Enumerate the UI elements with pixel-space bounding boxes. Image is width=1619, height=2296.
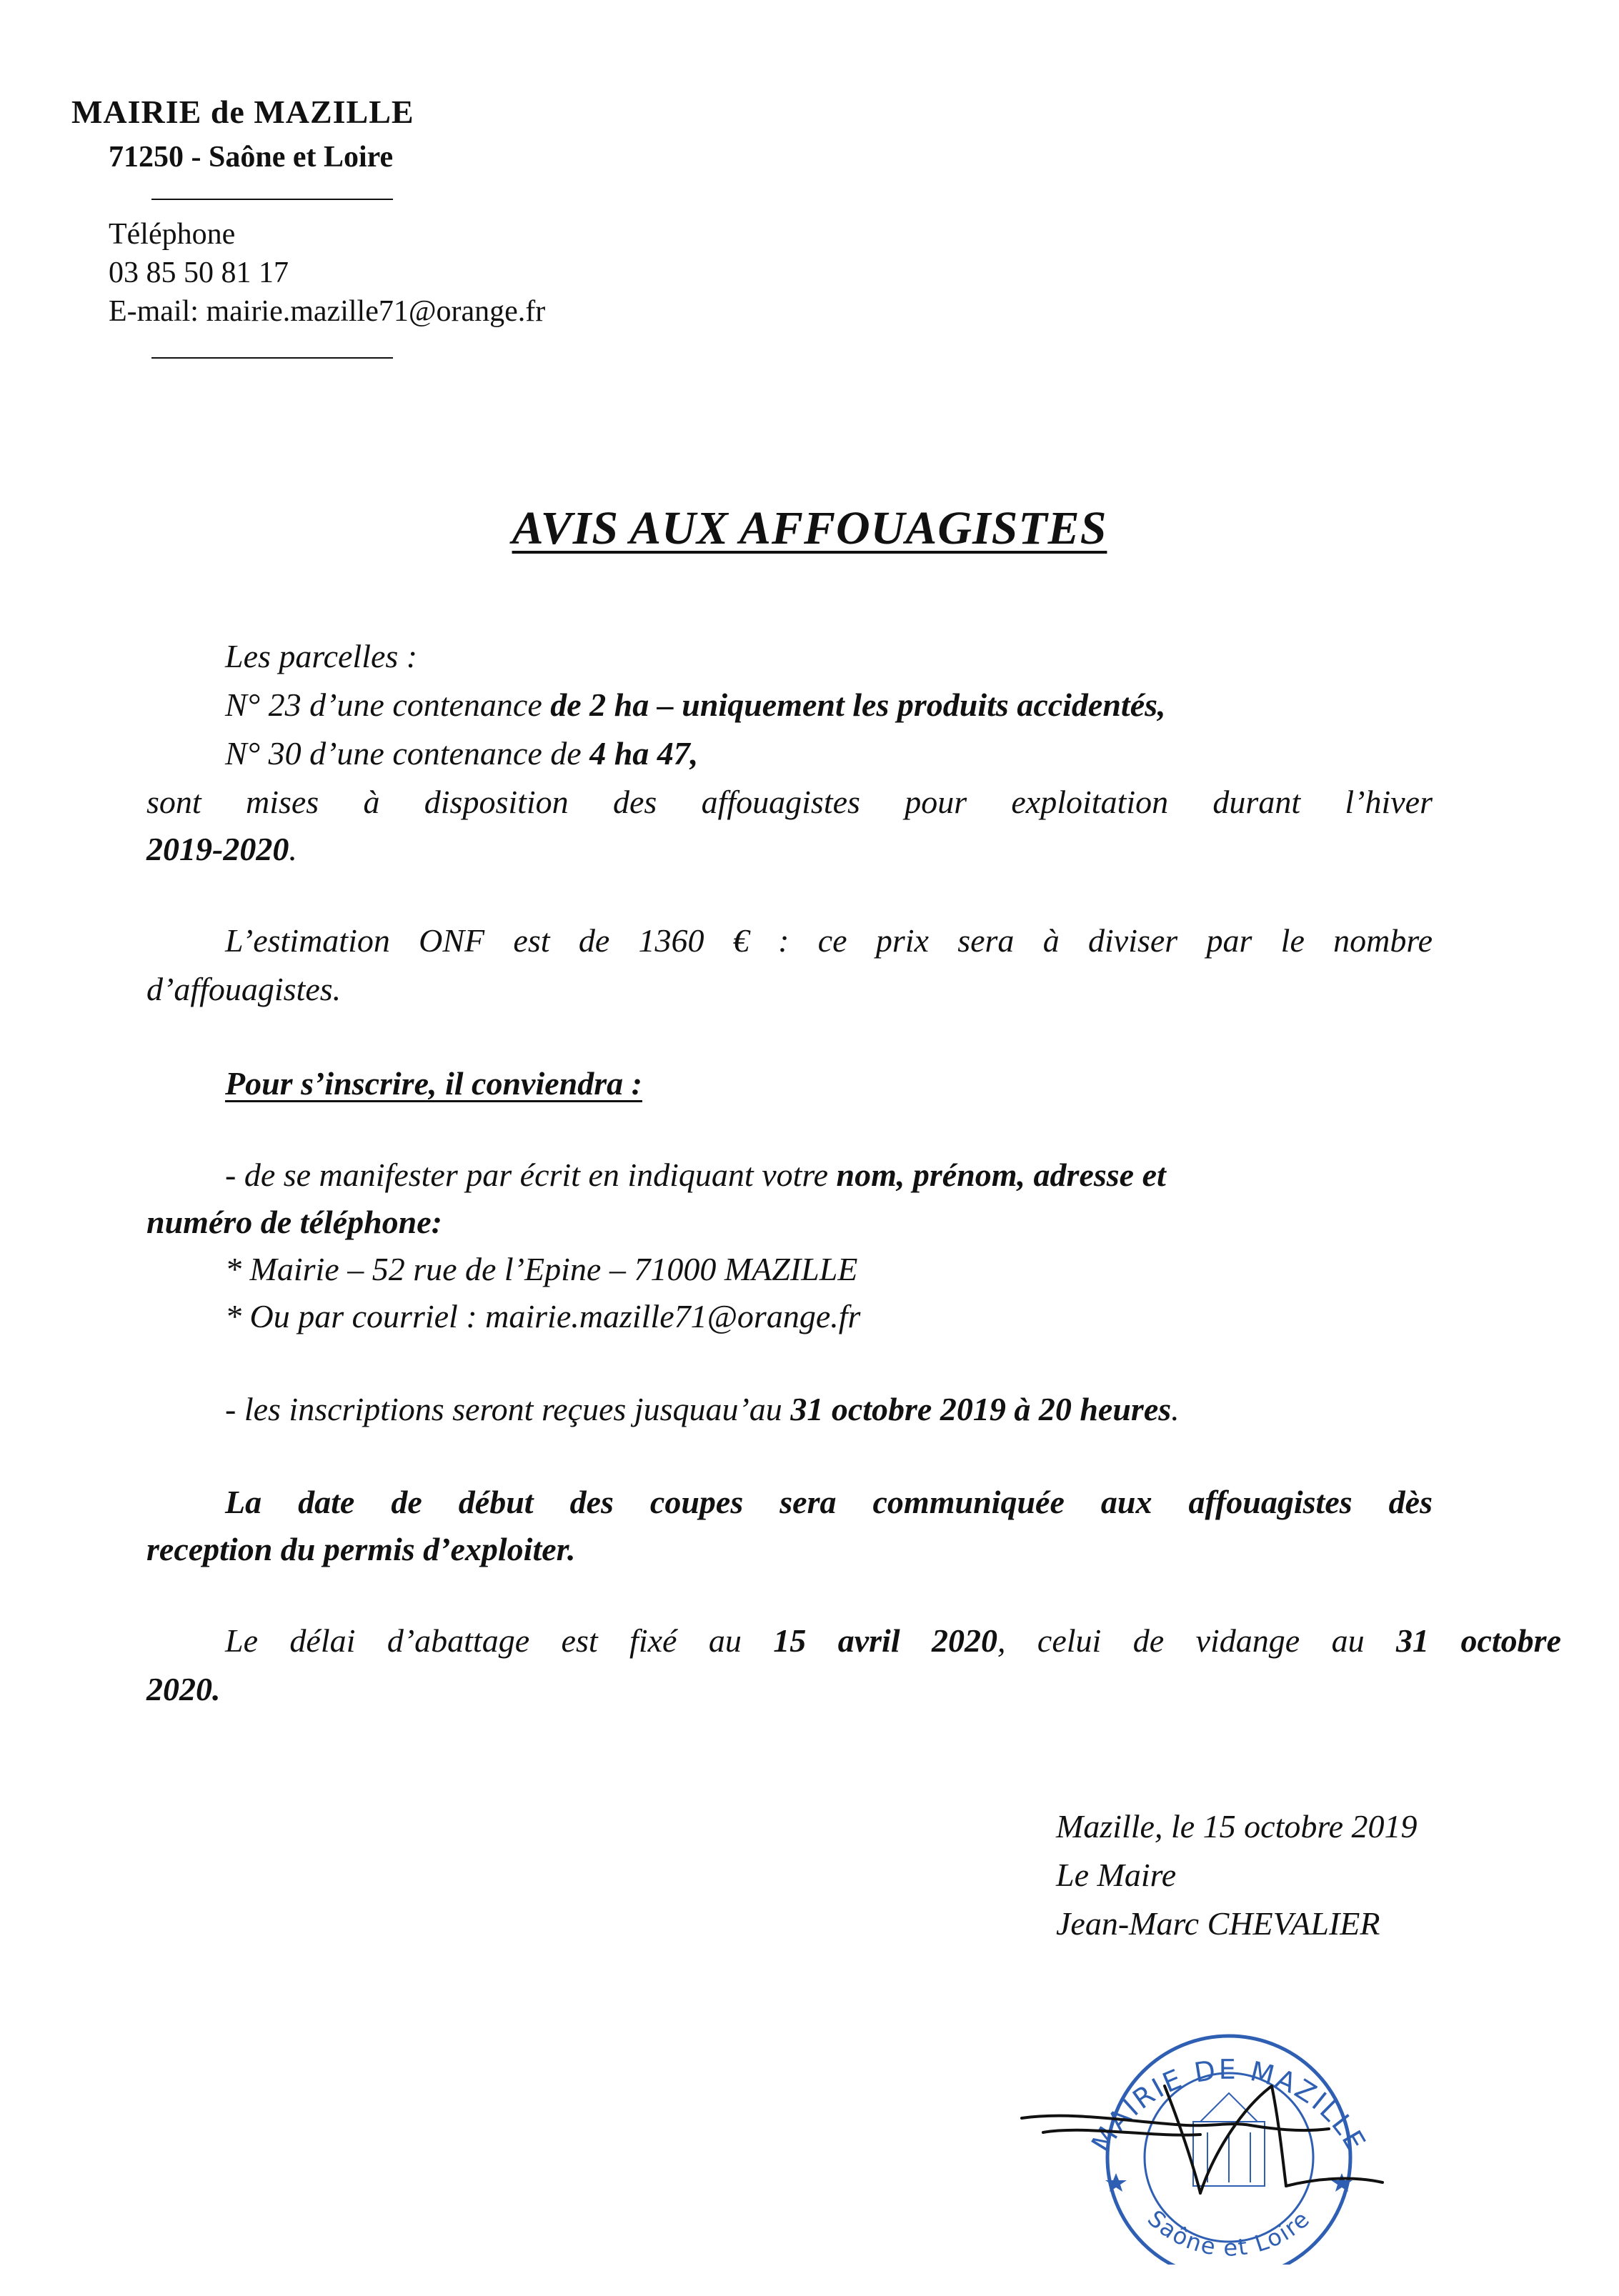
signatory-name: Jean-Marc CHEVALIER (1056, 1905, 1380, 1942)
parcel-30-number: N° 30 (225, 735, 302, 772)
cutting-start-line: La date de début des coupes sera communiquée aux affouagistes dès (225, 1484, 1433, 1520)
parcel-23-number: N° 23 (225, 687, 302, 723)
clearing-deadline-year: 2020. (146, 1671, 221, 1707)
parcel-30-text: d’une contenance de (301, 735, 590, 772)
mairie-stamp (1015, 1979, 1386, 2265)
phone-number: 03 85 50 81 17 (109, 256, 289, 289)
parcel-23-text: d’une contenance (301, 687, 551, 723)
header-divider-top (151, 199, 393, 200)
clearing-deadline: 31 octobre (1396, 1622, 1561, 1659)
signatory-role: Le Maire (1056, 1857, 1177, 1893)
stamp-emblem-icon (1193, 2093, 1265, 2186)
parcel-23-detail: de 2 ha – uniquement les produits accidentés, (550, 687, 1166, 723)
stamp-seal (1085, 2036, 1373, 2265)
phone-label: Téléphone (109, 218, 236, 251)
stamp-top-text: MAIRIE DE MAZILLE (1085, 2053, 1373, 2158)
deadline-date: 31 octobre 2019 à 20 heures (790, 1391, 1172, 1427)
notice-title: AVIS AUX AFFOUAGISTES (512, 502, 1107, 554)
place-date: Mazille, le 15 octobre 2019 (1056, 1808, 1418, 1845)
mairie-title: MAIRIE de MAZILLE (71, 94, 414, 130)
mairie-subtitle: 71250 - Saône et Loire (109, 141, 394, 174)
cutting-start-end: reception du permis d’exploiter. (146, 1531, 576, 1567)
registration-deadline: - les inscriptions seront reçues jusquau’au 31 octobre 2019 à 20 heures. (225, 1391, 1180, 1427)
parcel-30-detail: 4 ha 47, (589, 735, 699, 772)
parcel-23-line (225, 686, 1166, 724)
email-line: E-mail: mairie.mazille71@orange.fr (109, 295, 546, 328)
season-years: 2019-2020 (146, 831, 289, 867)
parcels-season-line: 2019-2020. (146, 831, 297, 867)
parcel-30-line (225, 734, 698, 772)
registration-instructions: - de se manifester par écrit en indiquant votre nom, prénom, adresse et (225, 1157, 1166, 1193)
onf-estimate-line: L’estimation ONF est de 1360 € : ce prix sera à diviser par le nombre (225, 922, 1433, 959)
stamp-bottom-text: Saône et Loire (1142, 2205, 1316, 2262)
required-info: nom, prénom, adresse et (836, 1157, 1166, 1193)
onf-estimate-end: d’affouagistes. (146, 971, 342, 1007)
parcels-intro: Les parcelles : (225, 638, 418, 674)
postal-address: * Mairie – 52 rue de l’Epine – 71000 MAZILLE (225, 1251, 858, 1287)
registration-heading: Pour s’inscrire, il conviendra : (225, 1065, 642, 1102)
deadlines-line: Le délai d’abattage est fixé au 15 avril 2020, celui de vidange au 31 octobre (225, 1622, 1561, 1659)
felling-deadline: 15 avril 2020 (773, 1622, 998, 1659)
email-address: * Ou par courriel : mairie.mazille71@orange.fr (225, 1298, 861, 1334)
parcels-availability: sont mises à disposition des affouagistes pour exploitation durant l’hiver (146, 784, 1433, 820)
header-divider-bottom (151, 357, 393, 359)
required-info-phone: numéro de téléphone: (146, 1204, 442, 1240)
